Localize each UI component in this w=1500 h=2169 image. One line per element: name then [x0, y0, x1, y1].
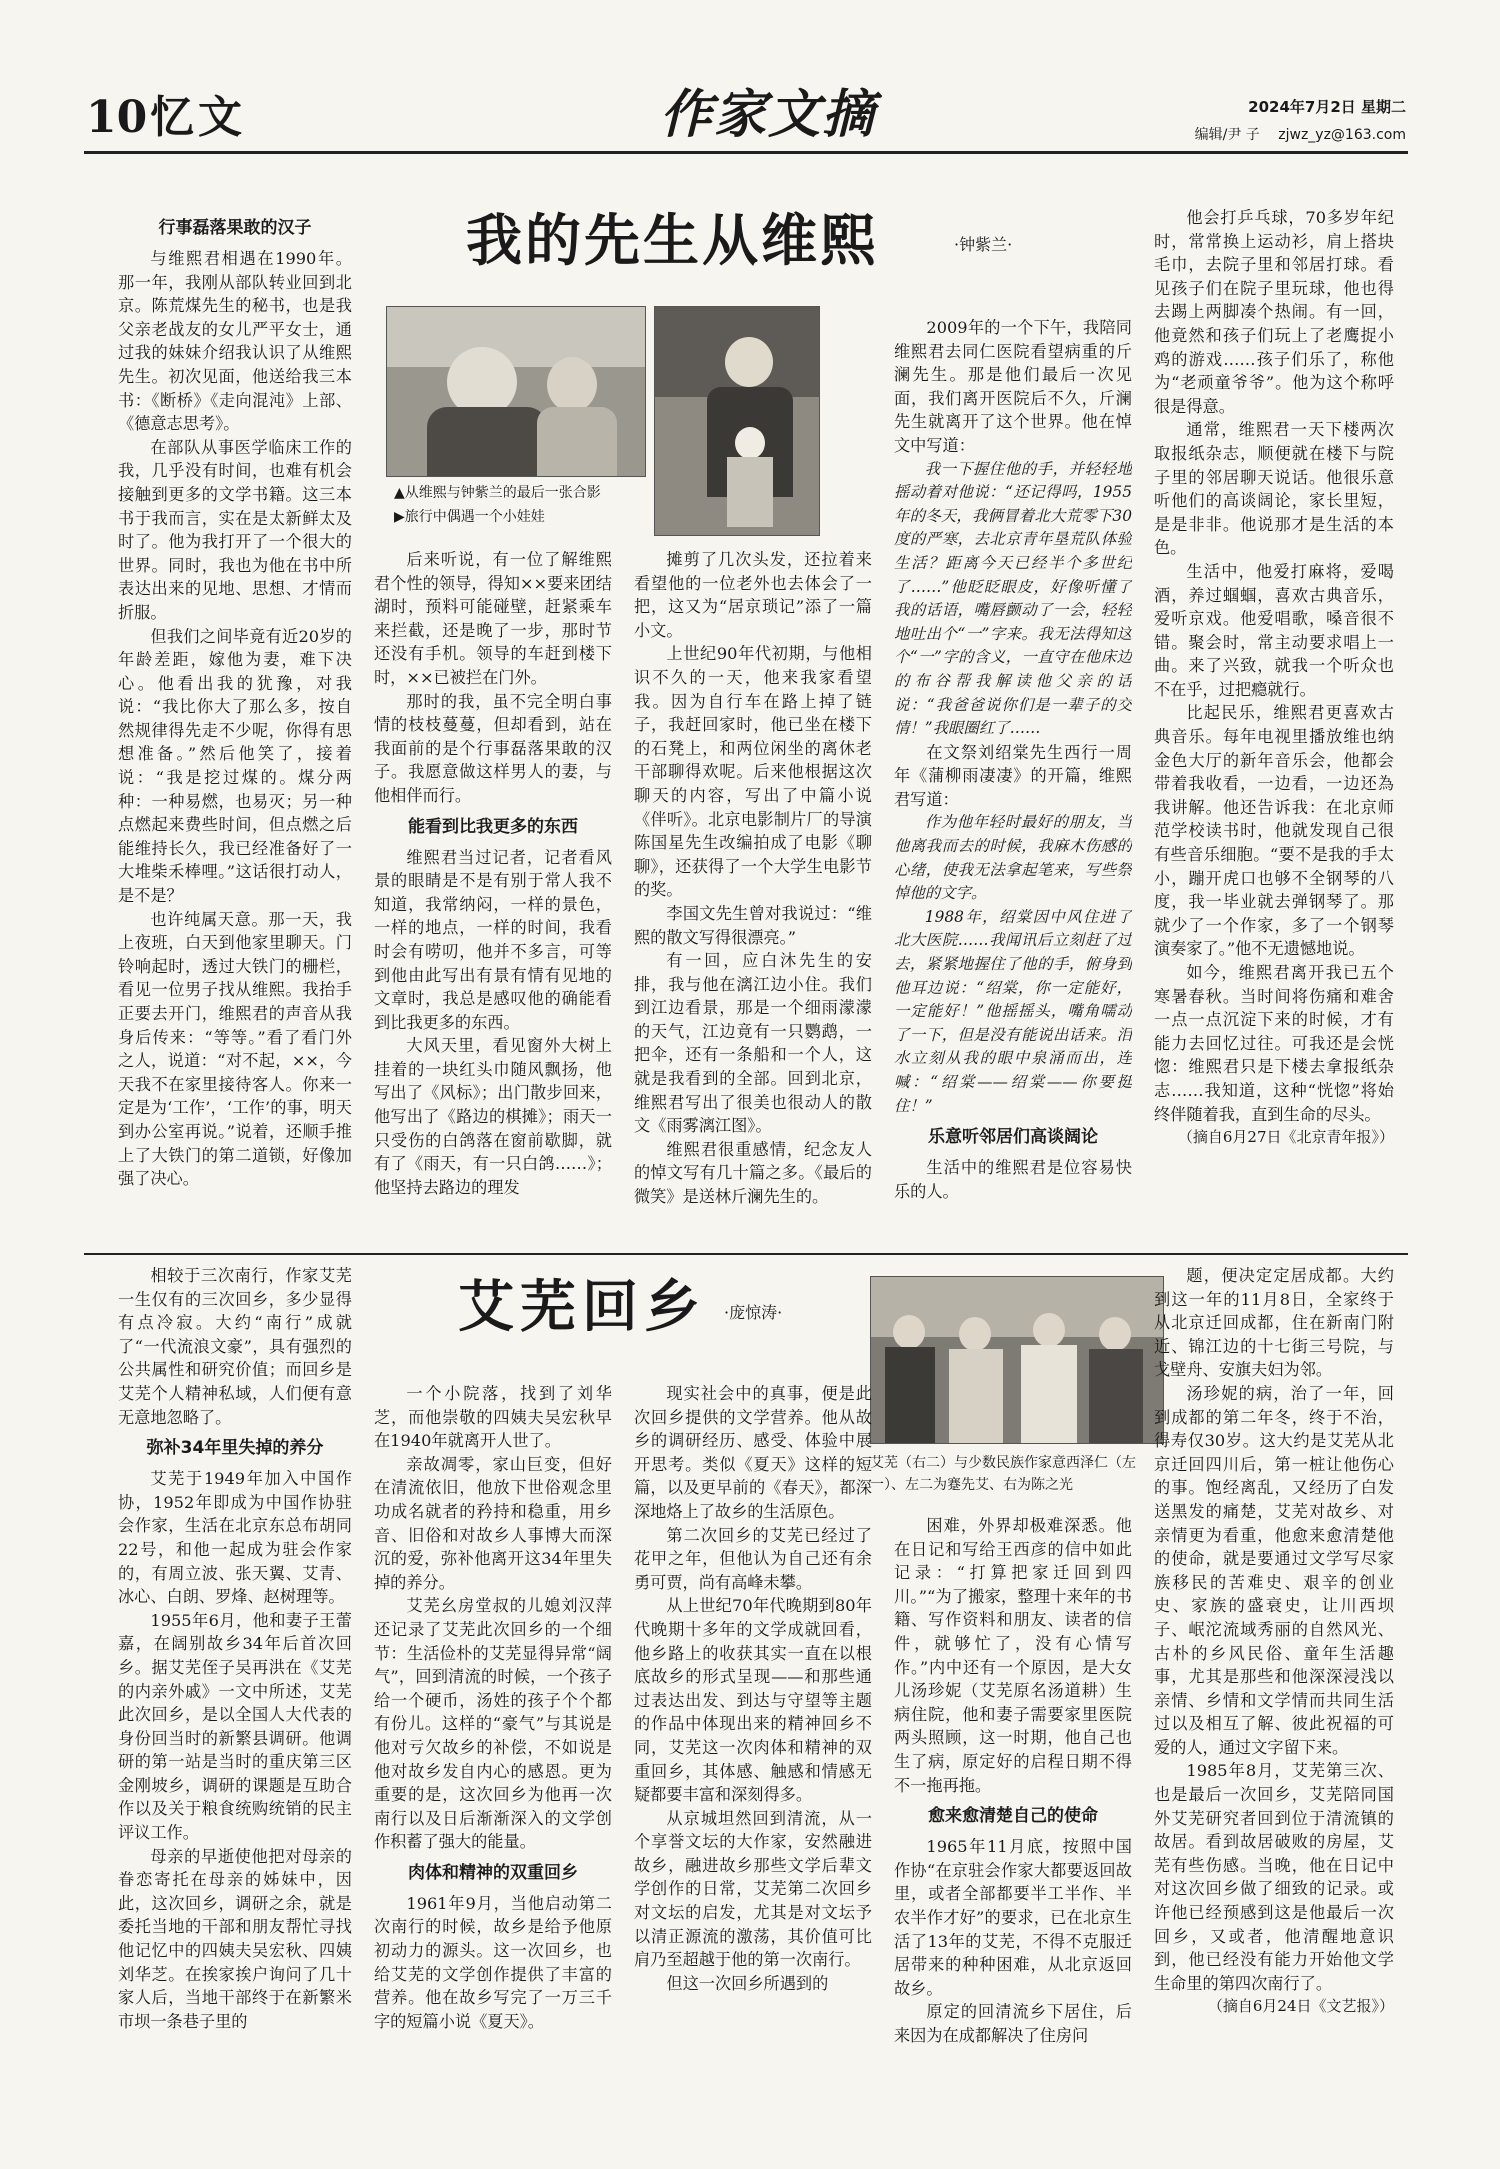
paragraph: 亲故凋零，家山巨变，但好在清流依旧，他放下世俗观念里功成名就者的矜持和稳重，用乡音、旧俗和对故乡人事博大而深沉的爱，弥补他离开这34年里失掉的养分。: [374, 1454, 612, 1592]
paragraph: 摊剪了几次头发，还拉着来看望他的一位老外也去体会了一把，这又为“居京琐记”添了一篇小文。: [634, 550, 872, 640]
article2-author: ·庞惊涛·: [724, 1303, 783, 1322]
paragraph: 2009年的一个下午，我陪同维熙君去同仁医院看望病重的斤澜先生。那是他们最后一次见面，我们离开医院后不久，斤澜先生就离开了这个世界。他在悼文中写道：: [894, 318, 1132, 455]
photo-couple: [386, 306, 646, 477]
paragraph: 相较于三次南行，作家艾芜一生仅有的三次回乡，多少显得有点冷寂。大约“南行”成就了“一代流浪文豪”，具有强烈的公共属性和研究价值；而回乡是艾芜个人精神私域，人们便有意无意地忽略了。: [118, 1266, 352, 1427]
paragraph: 1965年11月底，按照中国作协“在京驻会作家大都要返回故里，或者全部都要半工半作、半农半作才好”的要求，已在北京生活了13年的艾芜，不得不克服迁居带来的种种困难，从北京返回故乡。: [894, 1837, 1132, 1998]
quote: 我一下握住他的手，并轻轻地摇动着对他说：“还记得吗，1955年的冬天，我俩冒着北大荒零下30度的严寒，去北京青年垦荒队体验生活？距离今天已经半个多世纪了……”他眨眨眼皮，好像听懂了我的话语，嘴唇颤动了一会，轻轻地吐出个“一”字来。我无法得知这个“一”字的含义，一直守在他床边的布谷帮我解读他父亲的话说：“我爸爸说你们是一辈子的交情！”我眼圈红了……: [894, 459, 1132, 738]
paragraph: 困难，外界却极难深悉。他在日记和写给王西彦的信中如此记录：“打算把家迁回到四川。”“为了搬家，整理十来年的书籍、写作资料和朋友、读者的信件，就够忙了，没有心情写作。”内中还有一个原因，是大女儿汤珍妮（艾芜原名汤道耕）生病住院，他和妻子需要家里医院两头照顾，这一时期，他自己也生了病，原定好的启程日期不得不一拖再拖。: [894, 1516, 1132, 1795]
paragraph: 李国文先生曾对我说过：“维熙的散文写得很漂亮。”: [634, 903, 872, 947]
article2-source: （摘自6月24日《文艺报》）: [1207, 1997, 1394, 2016]
article1-col3: [634, 548, 872, 1240]
quote: 作为他年轻时最好的朋友，当他离我而去的时候，我麻木伤感的心绪，使我无法拿起笔来，写些祭悼他的文字。: [894, 813, 1132, 903]
paragraph: 上世纪90年代初期，与他相识不久的一天，他来我家看望我。因为自行车在路上掉了链子，我赶回家时，他已坐在楼下的石凳上，和两位闲坐的离休老干部聊得欢呢。后来他根据这次聊天的内容，写出了中篇小说《伴听》。北京电影制片厂的导演陈国星先生改编拍成了电影《聊聊》，还获得了一个大学生电影节的奖。: [634, 644, 872, 900]
paragraph: 但这一次回乡所遇到的: [666, 1973, 829, 1993]
article1-subhead1: 行事磊落果敢的汉子: [158, 218, 312, 238]
paragraph: 汤珍妮的病，治了一年，回到成都的第二年冬，终于不治，得寿仅30岁。这大约是艾芜从北京迁回四川后，第一桩让他伤心的事。饱经离乱，又经历了白发送黑发的痛楚，艾芜对故乡、对亲情更为看重，他愈来愈清楚他的使命，就是要通过文学写尽家族移民的苦难史、艰辛的创业史、家族的盛衰史，让川西坝子、岷沱流域秀丽的自然风光、古朴的乡风民俗、童年生活趣事，尤其是那些和他深深浸浅以亲情、乡情和文学情而共同生活过以及相互了解、彼此祝福的可爱的人，通过文字留下来。: [1154, 1383, 1394, 1757]
paragraph: 1985年8月，艾芜第三次、也是最后一次回乡，艾芜陪同国外艾芜研究者回到位于清流镇的故居。看到故居破败的房屋，艾芜有些伤感。当晚，他在日记中对这次回乡做了细致的记录。或许他已经预感到这是他最后一次回乡，又或者，他清醒地意识到，他已经没有能力开始他文学生命里的第四次南行了。: [1154, 1761, 1394, 1993]
paragraph: 现实社会中的真事，便是此次回乡提供的文学营养。他从故乡的调研经历、感受、体验中展开思考。类似《夏天》这样的短篇，以及更早前的《春天》，都深深地烙上了故乡的生活原色。: [634, 1384, 872, 1521]
masthead-logo: 作家文摘: [660, 84, 877, 145]
paragraph: 在文祭刘绍棠先生西行一周年《蒲柳雨凄凄》的开篇，维熙君写道：: [894, 742, 1132, 809]
article2-col4: [894, 1514, 1132, 2144]
paragraph: 如今，维熙君离开我已五个寒暑春秋。当时间将伤痛和难舍一点一点沉淀下来的时候，才有能力去回忆过往。可我还是会恍惚：维熙君只是下楼去拿报纸杂志……我知道，这种“恍惚”将始终伴随着我，直到生命的尽头。: [1154, 963, 1394, 1124]
paragraph: 一个小院落，找到了刘华芝，而他崇敬的四姨夫吴宏秋早在1940年就离开人世了。: [374, 1384, 612, 1451]
caption-photo3: 艾芜（右二）与少数民族作家意西泽仁（左一）、左二为蹇先艾、右为陈之光: [870, 1455, 1136, 1493]
article2-col3: [634, 1382, 872, 2144]
paragraph: 也许纯属天意。那一天，我上夜班，白天到他家里聊天。门铃响起时，透过大铁门的栅栏，看见一位男子找从维熙。我抬手正要去开门，维熙君的声音从我身后传来：“等等。”看了看门外之人，说道：“对不起，××，今天我不在家里接待客人。你来一定是为‘工作’，‘工作’的事，明天到办公室再说。”说着，还顺手推上了大铁门的第二道锁，好像加强了决心。: [118, 909, 352, 1189]
paragraph: 艾芜于1949年加入中国作协，1952年即成为中国作协驻会作家，生活在北京东总布胡同22号，和他一起成为驻会作家的，有周立波、张天翼、艾青、冰心、白朗、罗烽、赵树理等。: [118, 1469, 352, 1607]
paragraph: 有一回，应白沐先生的安排，我与他在漓江边小住。我们到江边看景，那是一个细雨濛濛的天气，江边竟有一只鹦鹉，一把伞，还有一条船和一个人，这就是我看到的全部。回到北京，维熙君写出了很美也很动人的散文《雨雾漓江图》。: [634, 951, 872, 1136]
paragraph: 在部队从事医学临床工作的我，几乎没有时间，也难有机会接触到更多的文学书籍。这三本书于我而言，实在是太新鲜太及时了。他为我打开了一个很大的世界。同时，我也为他在书中所表达出来的见地、思想、才情而折服。: [118, 437, 352, 622]
paragraph: 1961年9月，当他启动第二次南行的时候，故乡是给予他原初动力的源头。这一次回乡，也给艾芜的文学创作提供了丰富的营养。他在故乡写完了一万三千字的短篇小说《夏天》。: [374, 1893, 612, 2031]
page-number: 10: [86, 92, 148, 143]
paragraph: 题，便决定定居成都。大约到这一年的11月8日，全家终于从北京迁回成都，住在新南门附近、锦江边的十七街三号院，与戈壁舟、安旗夫妇为邻。: [1154, 1266, 1394, 1380]
article2-col1: [118, 1264, 352, 2144]
paragraph: 艾芜幺房堂叔的儿媳刘汉萍还记录了艾芜此次回乡的一个细节：生活俭朴的艾芜显得异常“阔气”，回到清流的时候，一个孩子给一个硬币，汤姓的孩子个个都有份儿。这样的“豪气”与其说是他对亏欠故乡的补偿，不如说是他对故乡发自内心的感恩。更为重要的是，这次回乡为他再一次南行以及日后渐渐深入的文学创作积蓄了强大的能量。: [374, 1596, 612, 1852]
article1-col5: [1154, 206, 1394, 1240]
article1-subhead3: 乐意听邻居们高谈阔论: [928, 1127, 1098, 1148]
editor-info: [1176, 124, 1406, 144]
paragraph: 维熙君很重感情，纪念友人的悼文写有几十篇之多。《最后的微笑》是送林斤澜先生的。: [634, 1139, 872, 1207]
paragraph: 生活中的维熙君是位容易快乐的人。: [894, 1158, 1132, 1201]
article1-author: ·钟紫兰·: [954, 235, 1013, 254]
paragraph: 从上世纪70年代晚期到80年代晚期十多年的文学成就回看，他乡路上的收获其实一直在以根底故乡的形式呈现——和那些通过表达出发、到达与守望等主题的作品中体现出来的精神回乡不同，艾芜这一次肉体和精神的双重回乡，其体感、触感和情感无疑都要丰富和深刻得多。: [634, 1596, 872, 1805]
editor-email: zjwz_yz@163.com: [1278, 127, 1406, 143]
caption-photo2: ▶旅行中偶遇一个小娃娃: [394, 509, 545, 525]
article2-subhead3: 愈来愈清楚自己的使命: [928, 1806, 1098, 1827]
paragraph: 后来听说，有一位了解维熙君个性的领导，得知××要来团结湖时，预料可能碰壁，赶紧乘车来拦截，还是晚了一步，那时节还没有手机。领导的车赶到楼下时，××已被拦在门外。: [374, 550, 612, 687]
editor-name: 编辑/尹 子: [1194, 127, 1260, 143]
article1-subhead2: 能看到比我更多的东西: [408, 816, 578, 837]
paragraph: 母亲的早逝使他把对母亲的眷恋寄托在母亲的姊妹中，因此，这次回乡，调研之余，就是委托当地的干部和朋友帮忙寻找他记忆中的四姨夫吴宏秋、四姨刘华芝。在挨家挨户询问了几十家人后，当地干部终于在新繁米市坝一条巷子里的: [118, 1846, 352, 2031]
paragraph: 原定的回清流乡下居住，后来因为在成都解决了住房问: [894, 2002, 1132, 2045]
paragraph: 通常，维熙君一天下楼两次取报纸杂志，顺便就在楼下与院子里的邻居聊天说话。他很乐意听他们的高谈阔论，家长里短，是是非非。他说那才是生活的本色。: [1154, 420, 1394, 558]
section-title: 忆文: [150, 92, 246, 143]
article2-subhead2: 肉体和精神的双重回乡: [408, 1862, 578, 1883]
photo-child: [654, 306, 820, 536]
article2-col2: [374, 1382, 612, 2144]
article2-subhead1: 弥补34年里失掉的养分: [146, 1438, 324, 1459]
paragraph: 但我们之间毕竟有近20岁的年龄差距，嫁他为妻，难下决心。他看出我的犹豫，对我说：“我比你大了那么多，按自然规律得先走不少呢，你得有思想准备。”然后他笑了，接着说：“我是挖过煤的。煤分两种：一种易燃，也易灭；另一种点燃起来费些时间，但点燃之后能维持长久，我已经准备好了一大堆柴禾棒哩。”这话很打动人，是不是？: [118, 626, 352, 906]
paragraph: 1955年6月，他和妻子王蕾嘉，在阔别故乡34年后首次回乡。据艾芜侄子吴再洪在《艾芜的内亲外戚》一文中所述，艾芜此次回乡，是以全国人大代表的身份回当时的新繁县调研。他调研的第一站是当时的重庆第三区金刚坡乡，调研的课题是互助合作以及关于粮食统购统销的民主评议工作。: [118, 1610, 352, 1843]
paragraph: 与维熙君相遇在1990年。那一年，我刚从部队转业回到北京。陈荒煤先生的秘书，也是我父亲老战友的女儿严平女士，通过我的妹妹介绍我认识了从维熙先生。初次见面，他送给我三本书：《断桥》《走向混沌》上部、《德意志思考》。: [118, 249, 352, 434]
paragraph: 第二次回乡的艾芜已经过了花甲之年，但他认为自己还有余勇可贾，尚有高峰未攀。: [634, 1525, 872, 1592]
issue-date: 2024年7月2日 星期二: [1248, 98, 1406, 116]
paragraph: 那时的我，虽不完全明白事情的枝枝蔓蔓，但却看到，站在我面前的是个行事磊落果敢的汉子。我愿意做这样男人的妻，与他相伴而行。: [374, 691, 612, 805]
paragraph: 维熙君当过记者，记者看风景的眼睛是不是有别于常人我不知道，我常纳闷，一样的景色，一样的地点，一样的时间，我看时会有唠叨，他并不多言，可等到他由此写出有景有情有见地的文章时，我总是感叹他的确能看到比我更多的东西。: [374, 847, 612, 1032]
paragraph: 从京城坦然回到清流，从一个享誉文坛的大作家，安然融进故乡，融进故乡那些文学后辈文学创作的日常，艾芜第二次回乡对文坛的启发，尤其是对文坛予以清正源流的激荡，其价值可比肩乃至超越于他的第一次南行。: [634, 1808, 872, 1970]
article1-source: （摘自6月27日《北京青年报》）: [1177, 1128, 1394, 1147]
header-rule: [84, 151, 1408, 154]
paragraph: 他会打乒乓球，70多岁年纪时，常常换上运动衫，肩上搭块毛巾，去院子里和邻居打球。看见孩子们在院子里玩球，他也得去踢上两脚凑个热闹。有一回，他竟然和孩子们玩上了老鹰捉小鸡的游戏……孩子们乐了，称他为“老顽童爷爷”。他为这个称呼很是得意。: [1154, 208, 1394, 416]
article1-col1: [118, 216, 352, 1240]
caption-photo1: ▲从维熙与钟紫兰的最后一张合影: [394, 485, 601, 501]
article2-title: 艾芜回乡: [458, 1274, 706, 1340]
paragraph: 大风天里，看见窗外大树上挂着的一块红头巾随风飘扬，他写出了《风标》；出门散步回来，他写出了《路边的棋摊》；雨天一只受伤的白鸽落在窗前歇脚，就有了《雨天，有一只白鸽……》；他坚持去路边的理发: [374, 1036, 612, 1197]
quote: 1988年，绍棠因中风住进了北大医院……我闻讯后立刻赶了过去，紧紧地握住了他的手，俯身到他耳边说：“绍棠，你一定能好，一定能好！”他摇摇头，嘴角嚅动了一下，但是没有能说出话来。泪水立刻从我的眼中泉涌而出，连喊：“绍棠——绍棠——你要挺住！”: [894, 907, 1132, 1115]
article1-col4: [894, 316, 1132, 1240]
article1-col2: [374, 548, 612, 1240]
article2-col5: [1154, 1264, 1394, 2144]
article1-title: 我的先生从维熙: [466, 208, 879, 274]
photo-writers-group: [870, 1276, 1164, 1444]
article-divider: [84, 1253, 1408, 1255]
paragraph: 比起民乐，维熙君更喜欢古典音乐。每年电视里播放维也纳金色大厅的新年音乐会，他都会带着我收看，一边看，一边还為我讲解。他还告诉我：在北京师范学校读书时，他就发现自己很有些音乐细胞。“要不是我的手太小，蹦开虎口也够不全钢琴的八度，我一毕业就去弹钢琴了。那就少了一个作家，多了一个钢琴演奏家了。”他不无遗憾地说。: [1154, 703, 1394, 959]
paragraph: 生活中，他爱打麻将，爱喝酒，养过蝈蝈，喜欢古典音乐，爱听京戏。他爱唱歌，嗓音很不错。聚会时，常主动要求唱上一曲。来了兴致，就我一个听众也不在乎，过把瘾就行。: [1154, 561, 1394, 699]
